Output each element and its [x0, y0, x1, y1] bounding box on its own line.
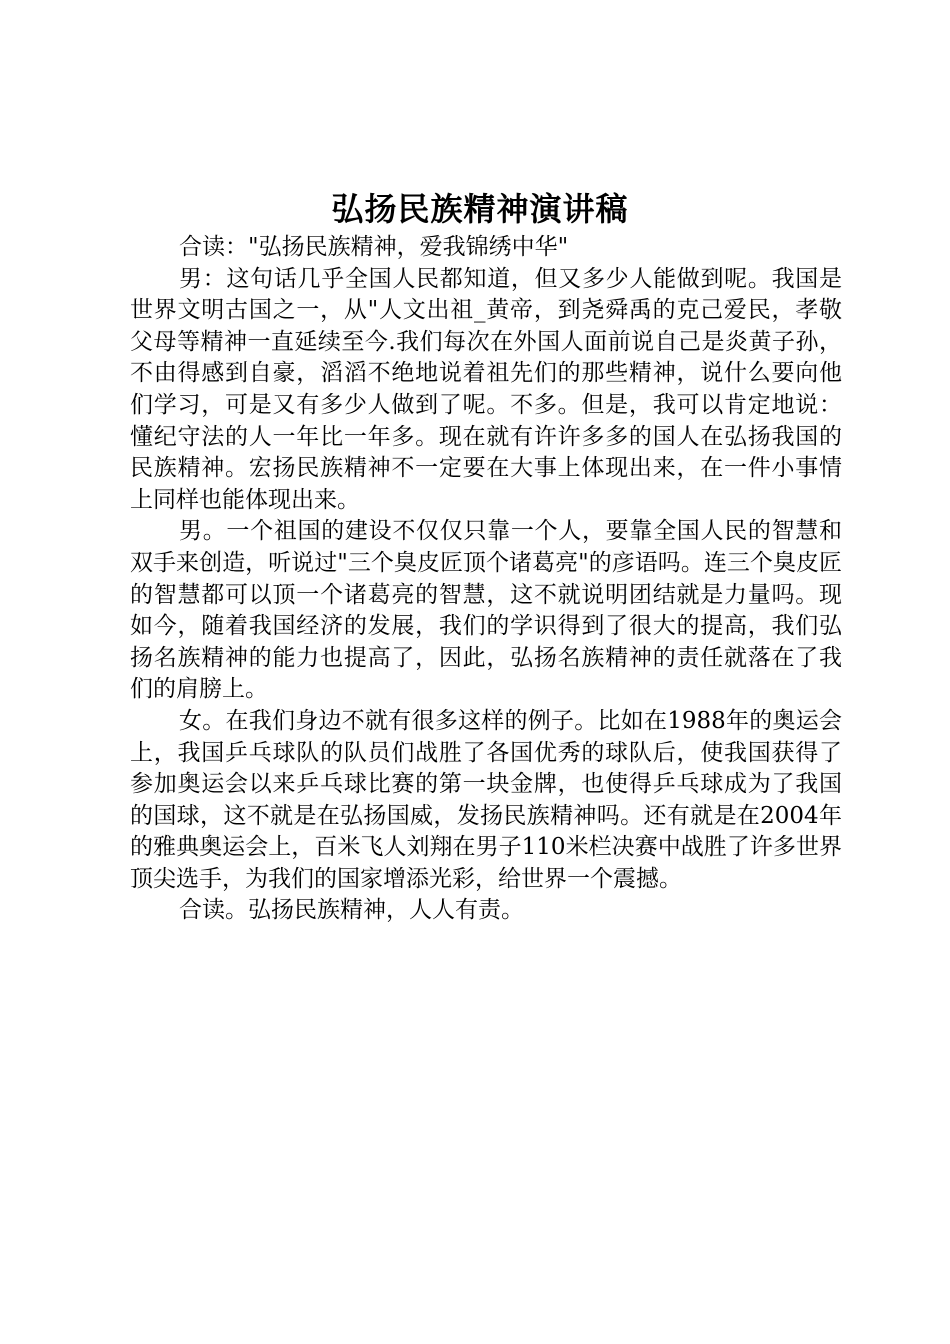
paragraph-chorus-closing: 合读。弘扬民族精神，人人有责。 — [179, 897, 524, 924]
document-body — [130, 232, 842, 927]
document-title: 弘扬民族精神演讲稿 — [331, 190, 629, 228]
paragraph-male-1: 男：这句话几乎全国人民都知道，但又多少人能做到呢。我国是世界文明古国之一，从"人文出祖_黄帝，到尧舜禹的克己爱民，孝敬父母等精神一直延续至今.我们每次在外国人面前说自己是炎黄子孙，不由得感到自豪，滔滔不绝地说着祖先们的那些精神，说什么要向他们学习，可是又有多少人做到了呢。不多。但是，我可以肯定地说：懂纪守法的人一年比一年多。现在就有许许多多的国人在弘扬我国的民族精神。宏扬民族精神不一定要在大事上体现出来，在一件小事情上同样也能体现出来。 — [130, 265, 842, 513]
paragraph-chorus-opening: 合读："弘扬民族精神，爱我锦绣中华" — [179, 234, 569, 260]
paragraph-female: 女。在我们身边不就有很多这样的例子。比如在1988年的奥运会上，我国乒乓球队的队员们战胜了各国优秀的球队后，使我国获得了参加奥运会以来乒乓球比赛的第一块金牌，也使得乒乓球成为了我国的国球，这不就是在弘扬国威，发扬民族精神吗。还有就是在2004年的雅典奥运会上，百米飞人刘翔在男子110米栏决赛中战胜了许多世界顶尖选手，为我们的国家增添光彩，给世界一个震撼。 — [130, 707, 842, 892]
paragraph-male-2: 男。一个祖国的建设不仅仅只靠一个人，要靠全国人民的智慧和双手来创造，听说过"三个臭皮匠顶个诸葛亮"的彦语吗。连三个臭皮匠的智慧都可以顶一个诸葛亮的智慧，这不就说明团结就是力量吗。现如今，随着我国经济的发展，我们的学识得到了很大的提高，我们弘扬名族精神的能力也提高了，因此，弘扬名族精神的责任就落在了我们的肩膀上。 — [130, 518, 842, 703]
